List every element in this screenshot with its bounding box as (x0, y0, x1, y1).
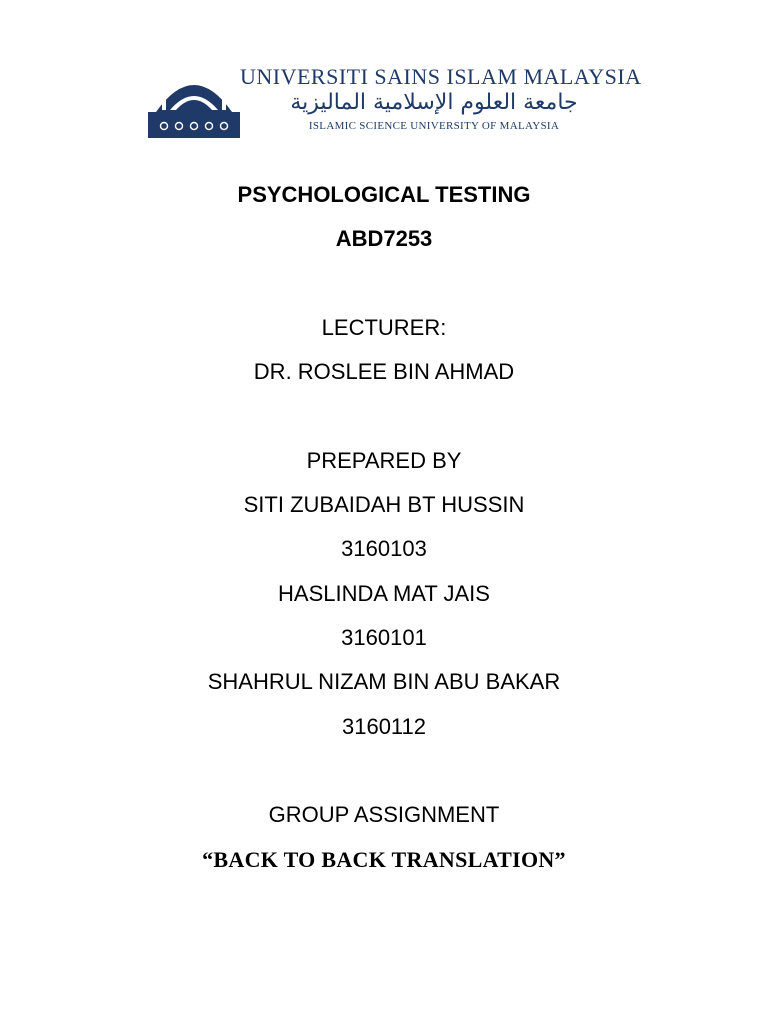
university-logo (148, 60, 642, 140)
member-name: HASLINDA MAT JAIS (278, 581, 490, 606)
lecturer-label: LECTURER: (321, 315, 447, 340)
member-name: SITI ZUBAIDAH BT HUSSIN (243, 492, 525, 517)
assignment-title: “BACK TO BACK TRANSLATION” (202, 847, 566, 872)
course-code: ABD7253 (335, 226, 433, 251)
logo-title-english: UNIVERSITI SAINS ISLAM MALAYSIA (240, 64, 642, 89)
logo-subtitle: ISLAMIC SCIENCE UNIVERSITY OF MALAYSIA (308, 120, 560, 132)
lecturer-name: DR. ROSLEE BIN AHMAD (253, 359, 515, 384)
logo-wordmark (240, 60, 642, 140)
course-title: PSYCHOLOGICAL TESTING (237, 182, 531, 207)
member-id: 3160103 (341, 536, 427, 561)
member-name: SHAHRUL NIZAM BIN ABU BAKAR (207, 669, 561, 694)
member-id: 3160112 (341, 714, 426, 739)
prepared-by-label: PREPARED BY (306, 448, 462, 473)
member-id: 3160101 (341, 625, 427, 650)
university-emblem-icon (148, 64, 240, 138)
assignment-label: GROUP ASSIGNMENT (268, 802, 500, 827)
logo-title-arabic: جامعة العلوم الإسلامية الماليزية (290, 90, 578, 115)
